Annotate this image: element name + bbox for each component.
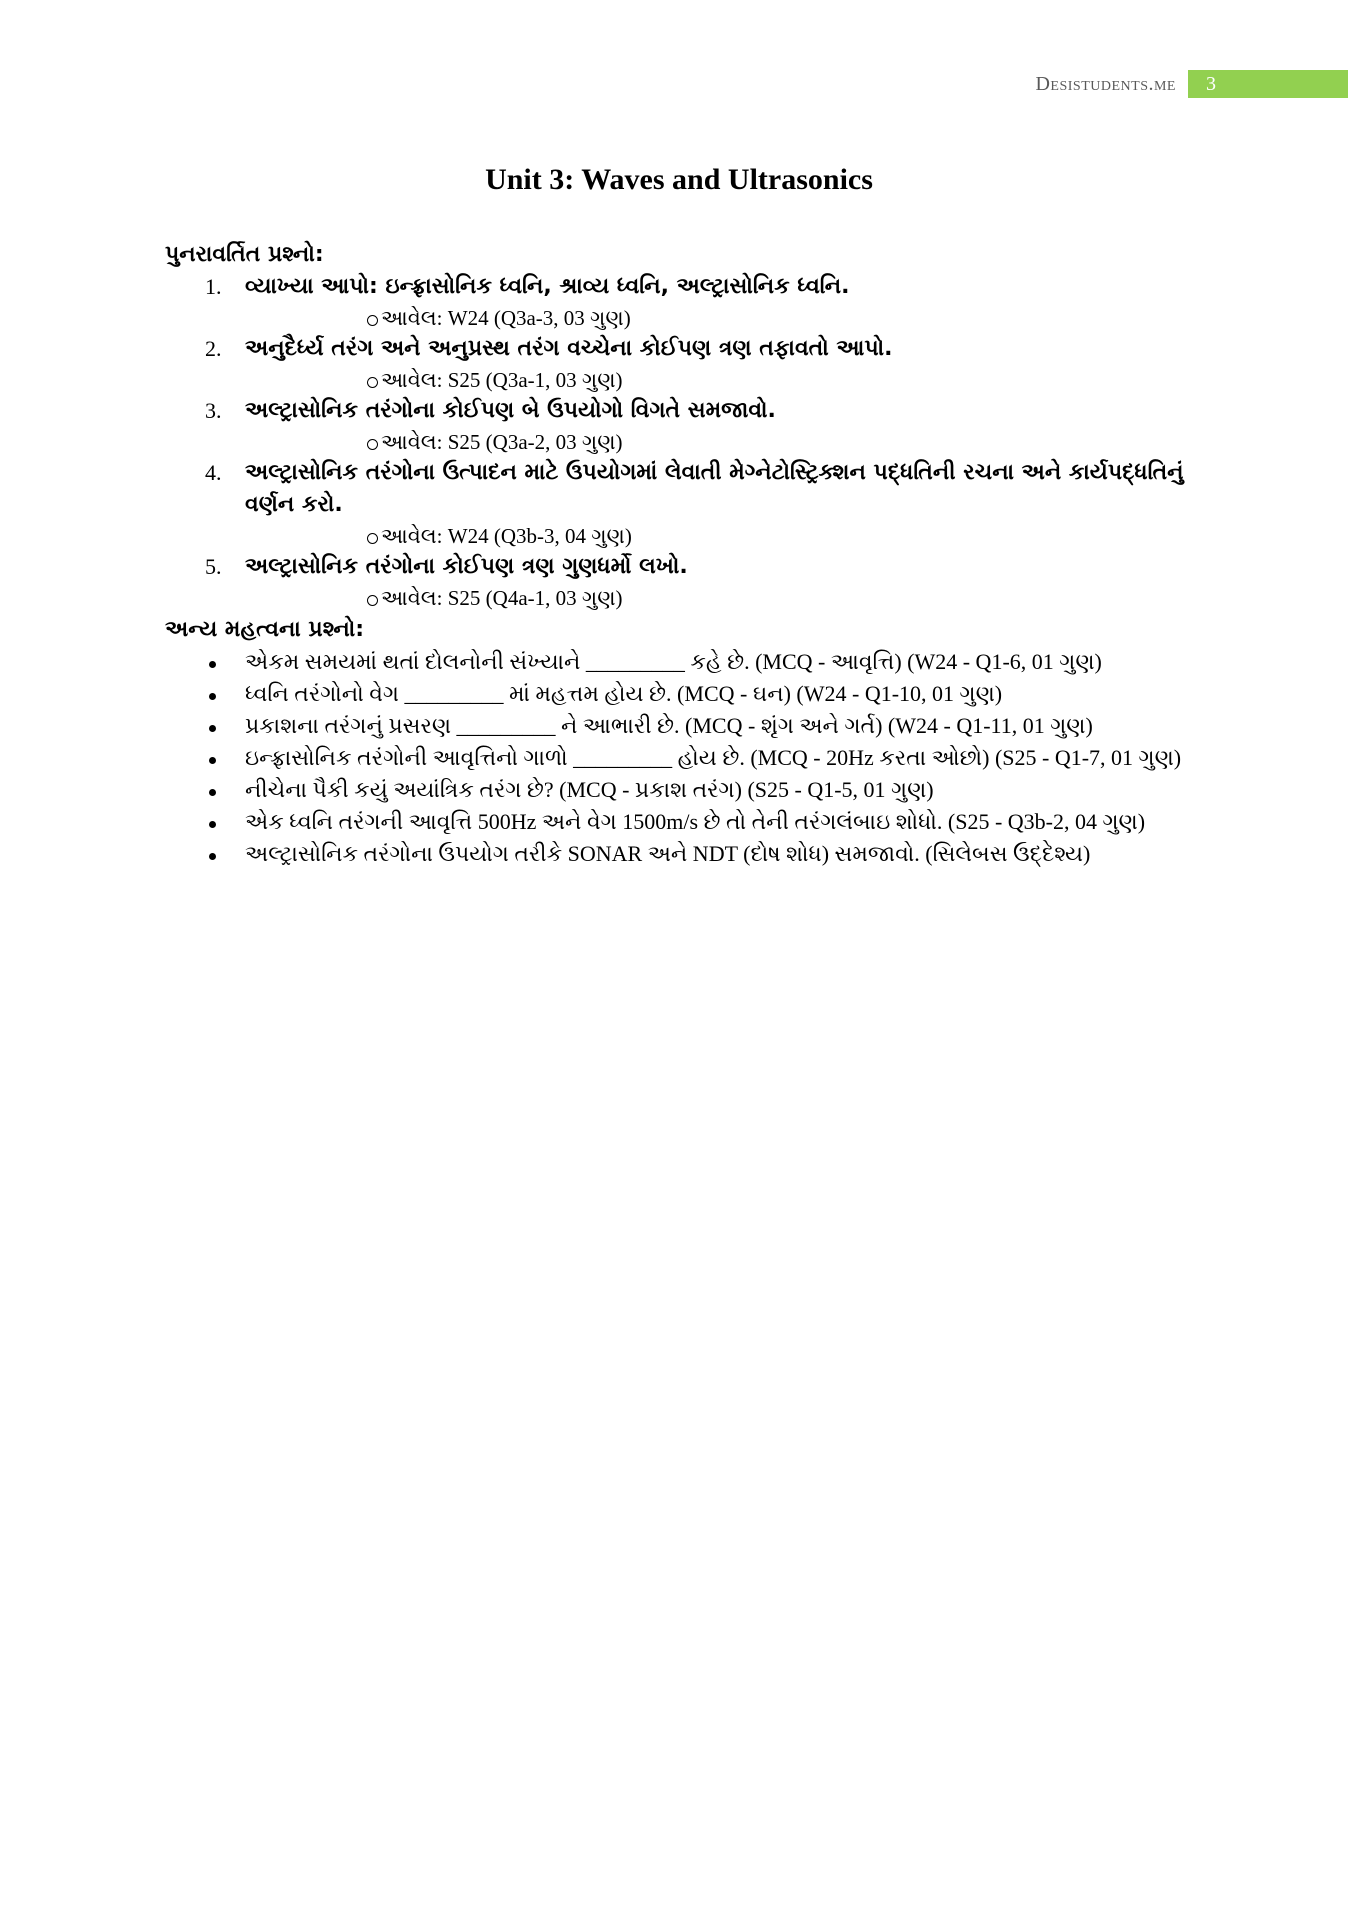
item-number: 4. xyxy=(205,460,222,485)
question-text: અલ્ટ્રાસોનિક તરંગોના ઉપયોગ તરીકે SONAR અને NDT (દોષ શોધ) સમજાવો. (સિલેબસ ઉદ્દેશ્ય) xyxy=(245,841,1091,866)
bullet-icon xyxy=(209,757,216,764)
bullet-icon xyxy=(209,725,216,732)
question-text: નીચેના પૈકી કયું અયાંત્રિક તરંગ છે? (MCQ - પ્રકાશ તરંગ) (S25 - Q1-5, 01 ગુણ) xyxy=(245,777,934,802)
item-number: 3. xyxy=(205,398,222,423)
item-number: 2. xyxy=(205,336,222,361)
list-item xyxy=(165,551,1205,613)
asked-text: આવેલ: W24 (Q3a-3, 03 ગુણ) xyxy=(381,306,631,330)
circle-bullet-icon xyxy=(367,595,378,606)
list-item xyxy=(165,774,1205,806)
question-text: એક ધ્વનિ તરંગની આવૃત્તિ 500Hz અને વેગ 1500m/s છે તો તેની તરંગલંબાઇ શોધો. (S25 - Q3b-2, 04 ગુણ) xyxy=(245,809,1146,834)
asked-text: આવેલ: S25 (Q3a-2, 03 ગુણ) xyxy=(381,430,623,454)
list-item xyxy=(165,710,1205,742)
other-questions-list xyxy=(165,646,1205,870)
item-number: 5. xyxy=(205,554,222,579)
bullet-icon xyxy=(209,661,216,668)
list-item xyxy=(165,742,1205,774)
list-item xyxy=(165,395,1205,457)
repeated-questions-heading: પુનરાવર્તિત પ્રશ્નો: xyxy=(165,242,324,267)
asked-text: આવેલ: S25 (Q4a-1, 03 ગુણ) xyxy=(381,586,623,610)
asked-text: આવેલ: W24 (Q3b-3, 04 ગુણ) xyxy=(381,524,632,548)
list-item xyxy=(165,678,1205,710)
asked-info xyxy=(245,365,1205,395)
asked-info xyxy=(245,521,1205,551)
asked-info xyxy=(245,427,1205,457)
asked-info xyxy=(245,303,1205,333)
circle-bullet-icon xyxy=(367,533,378,544)
page-header xyxy=(0,70,1358,98)
bullet-icon xyxy=(209,853,216,860)
repeated-questions-list xyxy=(165,271,1205,613)
asked-text: આવેલ: S25 (Q3a-1, 03 ગુણ) xyxy=(381,368,623,392)
other-questions-heading: અન્ય મહત્વના પ્રશ્નો: xyxy=(165,617,365,642)
page-title: Unit 3: Waves and Ultrasonics xyxy=(485,163,873,196)
circle-bullet-icon xyxy=(367,315,378,326)
question-text: એકમ સમયમાં થતાં દોલનોની સંખ્યાને _________ કહે છે. (MCQ - આવૃત્તિ) (W24 - Q1-6, 01 ગુણ) xyxy=(245,649,1102,674)
list-item xyxy=(165,806,1205,838)
list-item xyxy=(165,457,1205,551)
question-text: વ્યાખ્યા આપો: ઇન્ફ્રાસોનિક ધ્વનિ, શ્રાવ્ય ધ્વનિ, અલ્ટ્રાસોનિક ધ્વનિ. xyxy=(245,274,850,299)
circle-bullet-icon xyxy=(367,377,378,388)
list-item xyxy=(165,271,1205,333)
list-item xyxy=(165,646,1205,678)
bullet-icon xyxy=(209,821,216,828)
bullet-icon xyxy=(209,789,216,796)
list-item xyxy=(165,333,1205,395)
circle-bullet-icon xyxy=(367,439,378,450)
question-text: અલ્ટ્રાસોનિક તરંગોના ઉત્પાદન માટે ઉપયોગમાં લેવાતી મેગ્નેટોસ્ટ્રિક્શન પદ્ધતિની રચના અને કાર્યપદ્ધતિનું વર્ણન કરો. xyxy=(245,460,1184,517)
item-number: 1. xyxy=(205,274,222,299)
question-text: અલ્ટ્રાસોનિક તરંગોના કોઈપણ બે ઉપયોગો વિગતે સમજાવો. xyxy=(245,398,776,423)
question-text: અલ્ટ્રાસોનિક તરંગોના કોઈપણ ત્રણ ગુણધર્મો લખો. xyxy=(245,554,688,579)
document-body xyxy=(165,238,1205,870)
question-text: પ્રકાશના તરંગનું પ્રસરણ _________ ને આભારી છે. (MCQ - શૃંગ અને ગર્ત) (W24 - Q1-11, 01 ગુણ) xyxy=(245,713,1093,738)
bullet-icon xyxy=(209,693,216,700)
site-name: Desistudents.me xyxy=(1035,73,1176,95)
asked-info xyxy=(245,583,1205,613)
list-item xyxy=(165,838,1205,870)
question-text: ધ્વનિ તરંગોનો વેગ _________ માં મહત્તમ હોય છે. (MCQ - ઘન) (W24 - Q1-10, 01 ગુણ) xyxy=(245,681,1003,706)
question-text: ઇન્ફ્રાસોનિક તરંગોની આવૃત્તિનો ગાળો _________ હોય છે. (MCQ - 20Hz કરતા ઓછો) (S25 - Q1-7, 01 ગુણ) xyxy=(245,745,1182,770)
question-text: અનુદૈર્ધ્ય તરંગ અને અનુપ્રસ્થ તરંગ વચ્ચેના કોઈપણ ત્રણ તફાવતો આપો. xyxy=(245,336,893,361)
page-number: 3 xyxy=(1188,70,1348,98)
